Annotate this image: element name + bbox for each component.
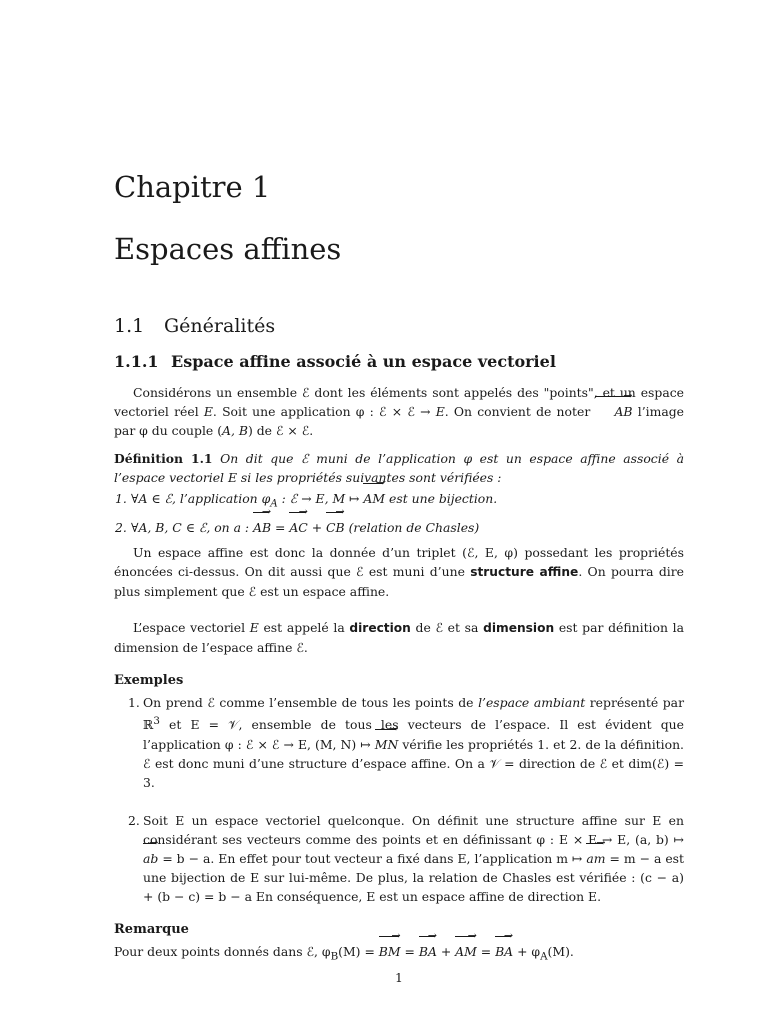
remark-subscript-b: B [330,950,339,963]
intro-paragraph [114,383,684,440]
definition-label: Définition 1.1 [114,451,213,466]
body-text [114,383,684,966]
example-1-text-3: et E = 𝒱, ensemble de tous les vecteurs de l’espace. Il est évident que l’application φ : ℰ × ℰ → E, (M, N) ↦ [143,717,684,752]
section-title: Généralités [164,315,276,337]
chapter-title: Espaces affines [114,232,342,266]
vector-am: → AM [363,489,385,508]
intro-text-8: ) de ℰ × ℰ. [247,423,314,438]
subsection-number: 1.1.1 [114,352,159,371]
property-1-subscript: A [270,497,278,510]
example-1-superscript: 3 [153,715,160,728]
vector-ab-lower: → ab [143,849,158,868]
remark-text-1: Pour deux points donnés dans ℰ, φ [114,943,331,959]
intro-text-3: . Soit une application φ : ℰ × ℰ → [212,404,436,419]
intro-text-1: Considérons un ensemble ℰ dont les éléments sont appelés des "points", et un espace vectoriel réel [114,385,684,419]
intro-text-7: A, B [222,423,248,438]
term-structure-affine: structure affine [470,565,579,580]
direction-paragraph [114,618,684,657]
direction-text-3: de ℰ et sa [410,620,484,636]
intro-text-2: E [203,404,213,419]
section-number: 1.1 [114,315,145,337]
example-2 [114,811,684,906]
example-2-text-1: Soit E un espace vectoriel quelconque. On définit une structure affine sur E en considérant ses vecteurs comme des points et en définissant φ : E × E → E, (a, b) ↦ [143,812,684,847]
direction-text-1: L’espace vectoriel [133,620,250,636]
example-1-text-4: vérifie les propriétés 1. et 2. de la définition. ℰ est donc muni d’une structure d’espace affine. On a 𝒱 = direction de ℰ et dim(ℰ) = 3. [143,736,684,790]
definition-text: On dit que ℰ muni de l’application φ est un espace affine associé à l’espace vectoriel E si les propriétés suivantes sont vérifiées : [114,451,684,485]
term-dimension: dimension [483,621,555,636]
definition-property-2 [114,518,684,537]
example-2-text-2: = b − a. En effet pour tout vecteur a fixé dans E, l’application m ↦ [158,850,587,866]
property-2-plus: + [307,520,327,536]
property-1-text-1: ∀A ∈ ℰ, l’application φ [131,491,271,506]
property-1-text-3: est une bijection. [385,491,498,506]
examples-heading: Exemples [114,673,184,689]
example-2-text-3: = m − a est une bijection de E sur lui-même. De plus, la relation de Chasles est vérifiée : (c − a) + (b − c) = b − a En conséquence, E est un espace affine de direction E. [143,850,684,904]
intro-text-5: . On convient de noter [444,404,596,419]
property-1-number: 1. [115,491,127,506]
vector-ab-chasles: → AB [253,518,271,537]
vector-am-lower: → am [586,849,605,868]
direction-text-1b: E [249,620,259,636]
property-1-text-2: : ℰ → E, M ↦ [277,491,364,506]
triplet-text-1: Un espace affine est donc la donnée d’un triplet (ℰ, E, φ) possedant les propriétés énoncées ci-dessus. On dit aussi que ℰ est muni d’une [114,545,684,580]
remark-paragraph [114,942,684,966]
vector-ac: → AC [289,518,307,537]
example-1-emphasis: l’espace ambiant [478,695,586,711]
example-2-number: 2. [128,812,140,828]
direction-text-2: est appelé la [258,620,350,636]
example-1 [114,693,684,791]
remark-equals-2: = [476,943,496,959]
intro-text-4: E [435,404,445,419]
subsection-title: Espace affine associé à un espace vectoriel [171,352,556,371]
example-1-text-1: On prend ℰ comme l’ensemble de tous les points de [143,695,479,711]
vector-mn: → MN [375,735,399,754]
remark-plus-2: + φ [513,943,541,959]
remark-text-3: (M). [547,943,574,959]
definition-statement [114,449,684,487]
vector-ba-2: → BA [495,942,513,961]
term-direction: direction [349,621,411,636]
property-2-equals: = [271,520,290,536]
triplet-text-2: . On pourra dire plus simplement que ℰ est un espace affine. [114,564,685,600]
remark-equals-1: = [400,943,419,959]
remark-plus-1: + [436,943,456,959]
definition-block [114,449,684,537]
subsection-heading [114,352,556,371]
vector-ba: → BA [419,942,437,961]
page-number: 1 [395,970,403,985]
example-1-number: 1. [128,695,140,711]
example-1-text-2: représenté par ℝ [143,695,684,733]
vector-ab: → AB [595,402,632,421]
intro-text-6: l’image par φ du couple ( [114,404,684,438]
examples-list [114,693,684,905]
remark-subscript-a: A [540,950,548,963]
section-heading [114,315,275,337]
property-2-text-2: (relation de Chasles) [344,520,480,536]
direction-text-4: est par définition la dimension de l’espace affine ℰ. [114,620,684,656]
chapter-label: Chapitre 1 [114,170,271,204]
property-2-text-1: ∀A, B, C ∈ ℰ, on a : [131,520,254,536]
remark-heading: Remarque [114,921,189,937]
definition-properties [114,489,684,537]
vector-bm: → BM [379,942,401,961]
vector-cb: → CB [326,518,345,537]
vector-am-remark: → AM [455,942,477,961]
property-2-number: 2. [115,520,127,536]
triplet-paragraph [114,543,684,601]
definition-property-1 [114,489,684,513]
remark-text-2: (M) = [338,943,379,959]
